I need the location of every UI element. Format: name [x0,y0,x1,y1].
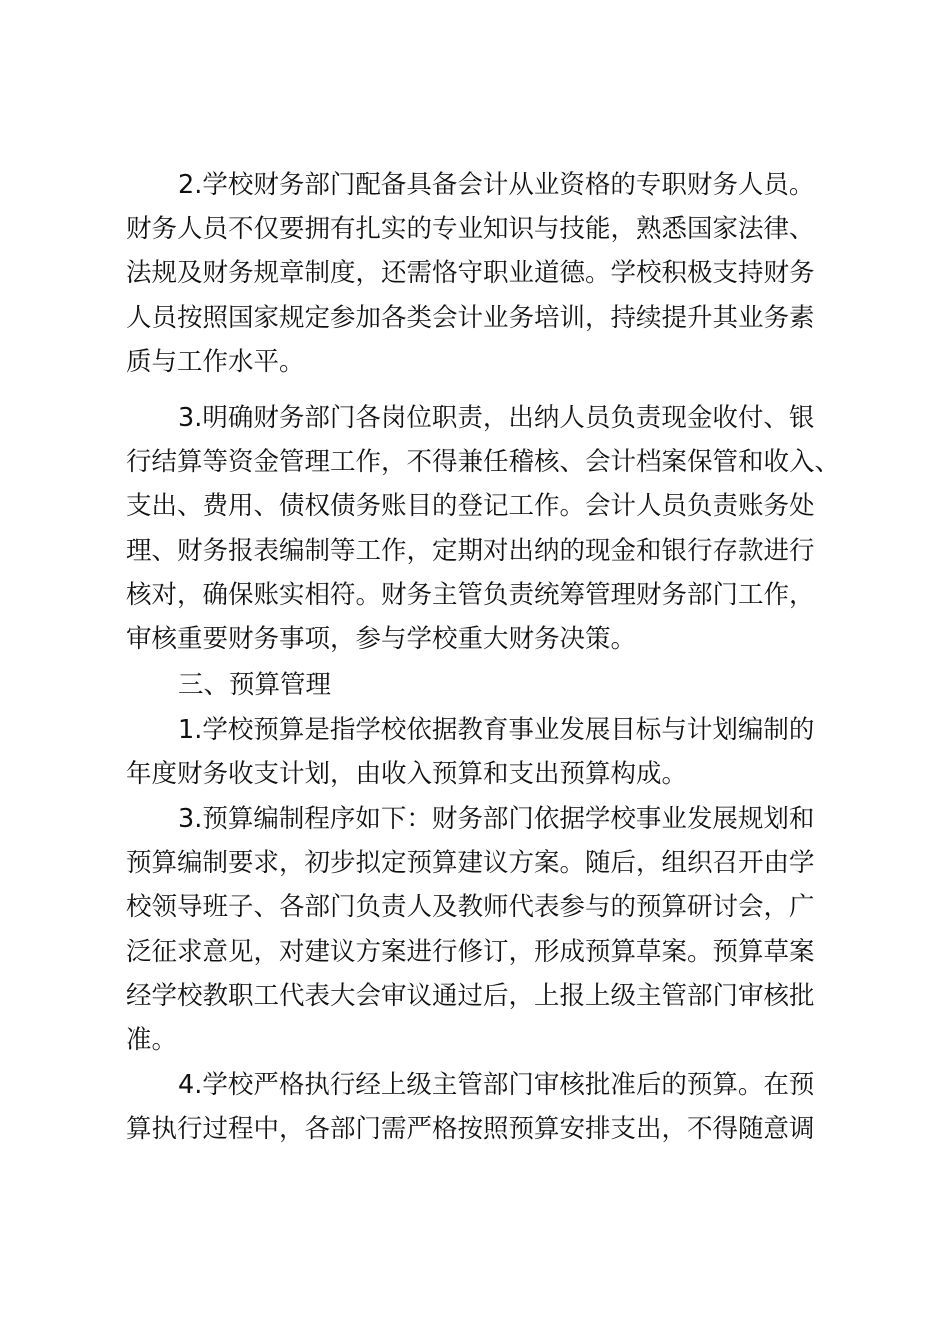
text-line: 泛征求意见，对建议方案进行修订，形成预算草案。预算草案 [126,936,815,967]
text-line: 经学校教职工代表大会审议通过后，上报上级主管部门审核批 [126,980,815,1011]
text-line: 3.预算编制程序如下：财务部门依据学校事业发展规划和 [178,804,815,834]
text-line: 年度财务收支计划，由收入预算和支出预算构成。 [126,759,688,790]
text-line: 支出、费用、债权债务账目的登记工作。会计人员负责账务处 [126,491,815,522]
paragraph-duties [126,396,841,661]
text-line: 校领导班子、各部门负责人及教师代表参与的预算研讨会，广 [126,892,815,923]
paragraph-budget-execution [126,1063,832,1151]
text-line: 1.学校预算是指学校依据教育事业发展目标与计划编制的 [178,715,815,745]
paragraph-staffing [126,163,832,384]
text-line: 财务人员不仅要拥有扎实的专业知识与技能，熟悉国家法律、 [126,214,815,245]
paragraph-budget-definition [126,708,832,796]
text-line: 核对，确保账实相符。财务主管负责统筹管理财务部门工作， [126,579,815,610]
text-line: 算执行过程中，各部门需严格按照预算安排支出，不得随意调 [126,1114,815,1145]
text-line: 法规及财务规章制度，还需恪守职业道德。学校积极支持财务 [126,258,815,289]
text-line: 人员按照国家规定参加各类会计业务培训，持续提升其业务素 [126,302,815,333]
text-line: 审核重要财务事项，参与学校重大财务决策。 [126,623,637,654]
text-line: 准。 [126,1024,178,1055]
text-line: 4.学校严格执行经上级主管部门审核批准后的预算。在预 [178,1070,815,1100]
text-line: 预算编制要求，初步拟定预算建议方案。随后，组织召开由学 [126,848,815,879]
text-line: 质与工作水平。 [126,346,305,377]
text-line: 行结算等资金管理工作，不得兼任稽核、会计档案保管和收入、 [126,447,841,478]
text-line: 理、财务报表编制等工作，定期对出纳的现金和银行存款进行 [126,535,815,566]
section-heading [126,663,832,707]
paragraph-budget-procedure [126,797,832,1062]
text-line: 2.学校财务部门配备具备会计从业资格的专职财务人员。 [178,170,815,200]
text-line: 3.明确财务部门各岗位职责，出纳人员负责现金收付、银 [178,403,815,433]
heading-text: 三、预算管理 [178,670,332,700]
